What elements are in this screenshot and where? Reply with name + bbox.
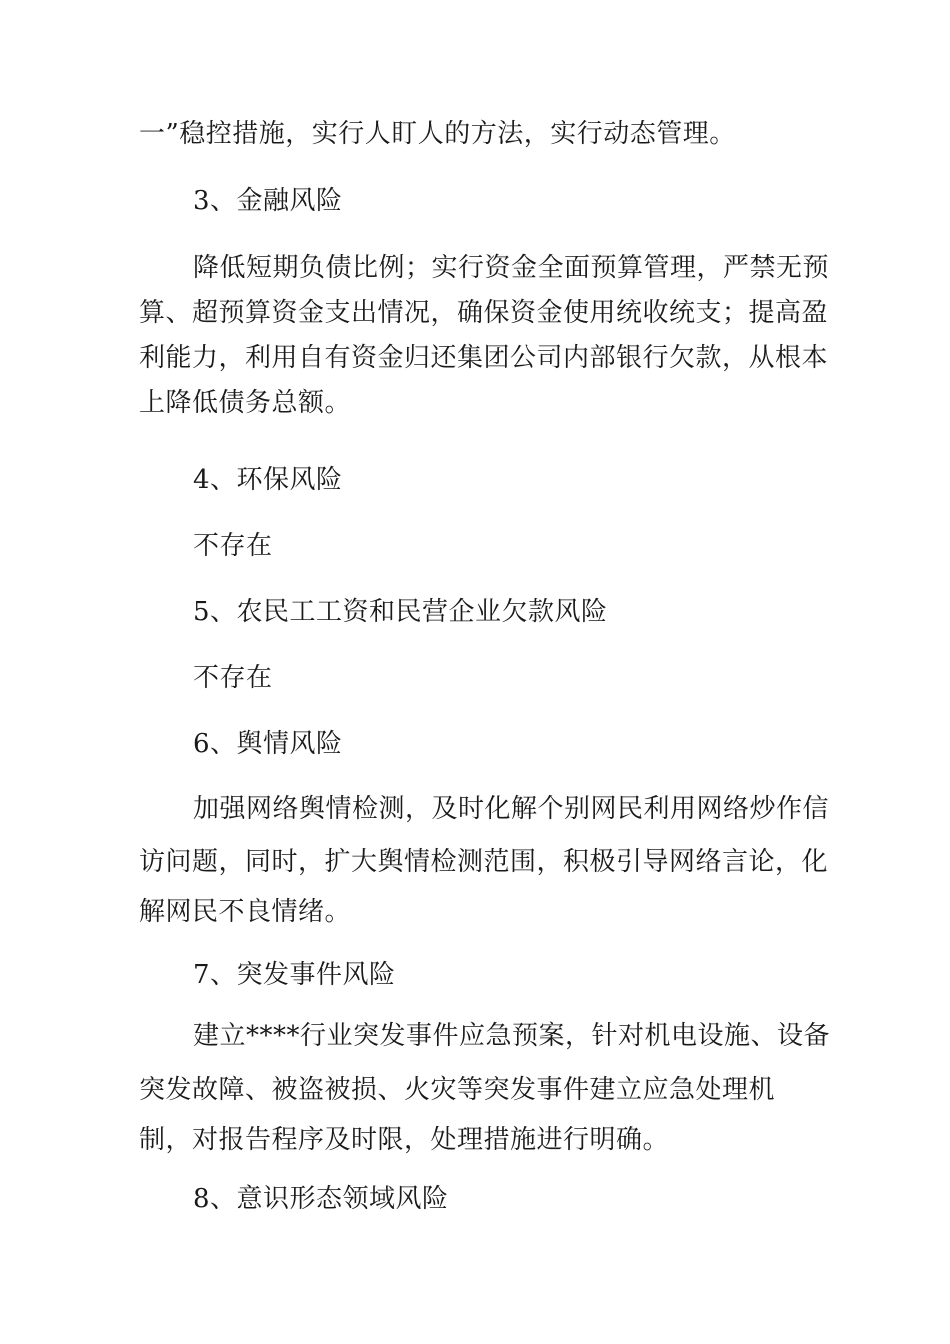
heading-emergency-risk: 7、突发事件风险 (193, 960, 396, 990)
paragraph-line-opinion-3: 解网民不良情绪。 (139, 897, 352, 927)
paragraph-line-emergency-2: 突发故障、被盗被损、火灾等突发事件建立应急处理机 (139, 1075, 776, 1105)
paragraph-line-emergency-1: 建立****行业突发事件应急预案，针对机电设施、设备 (193, 1021, 831, 1051)
heading-financial-risk: 3、金融风险 (193, 186, 343, 216)
heading-environmental-risk: 4、环保风险 (193, 465, 343, 495)
paragraph-line-financial-1: 降低短期负债比例；实行资金全面预算管理，严禁无预 (193, 253, 830, 283)
paragraph-wage-arrears-risk: 不存在 (193, 663, 273, 693)
paragraph-line-financial-2: 算、超预算资金支出情况，确保资金使用统收统支；提高盈 (139, 298, 829, 328)
paragraph-environmental-risk: 不存在 (193, 531, 273, 561)
heading-wage-arrears-risk: 5、农民工工资和民营企业欠款风险 (193, 597, 608, 627)
paragraph-line-opinion-1: 加强网络舆情检测，及时化解个别网民利用网络炒作信 (193, 794, 830, 824)
paragraph-line-opinion-2: 访问题，同时，扩大舆情检测范围，积极引导网络言论，化 (139, 847, 829, 877)
paragraph-line-financial-3: 利能力，利用自有资金归还集团公司内部银行欠款，从根本 (139, 343, 829, 373)
heading-ideology-risk: 8、意识形态领域风险 (193, 1184, 449, 1214)
paragraph-line-financial-4: 上降低债务总额。 (139, 388, 352, 418)
paragraph-line-stability-measures: 一”稳控措施，实行人盯人的方法，实行动态管理。 (139, 119, 736, 149)
heading-public-opinion-risk: 6、舆情风险 (193, 729, 343, 759)
paragraph-line-emergency-3: 制，对报告程序及时限，处理措施进行明确。 (139, 1125, 670, 1155)
